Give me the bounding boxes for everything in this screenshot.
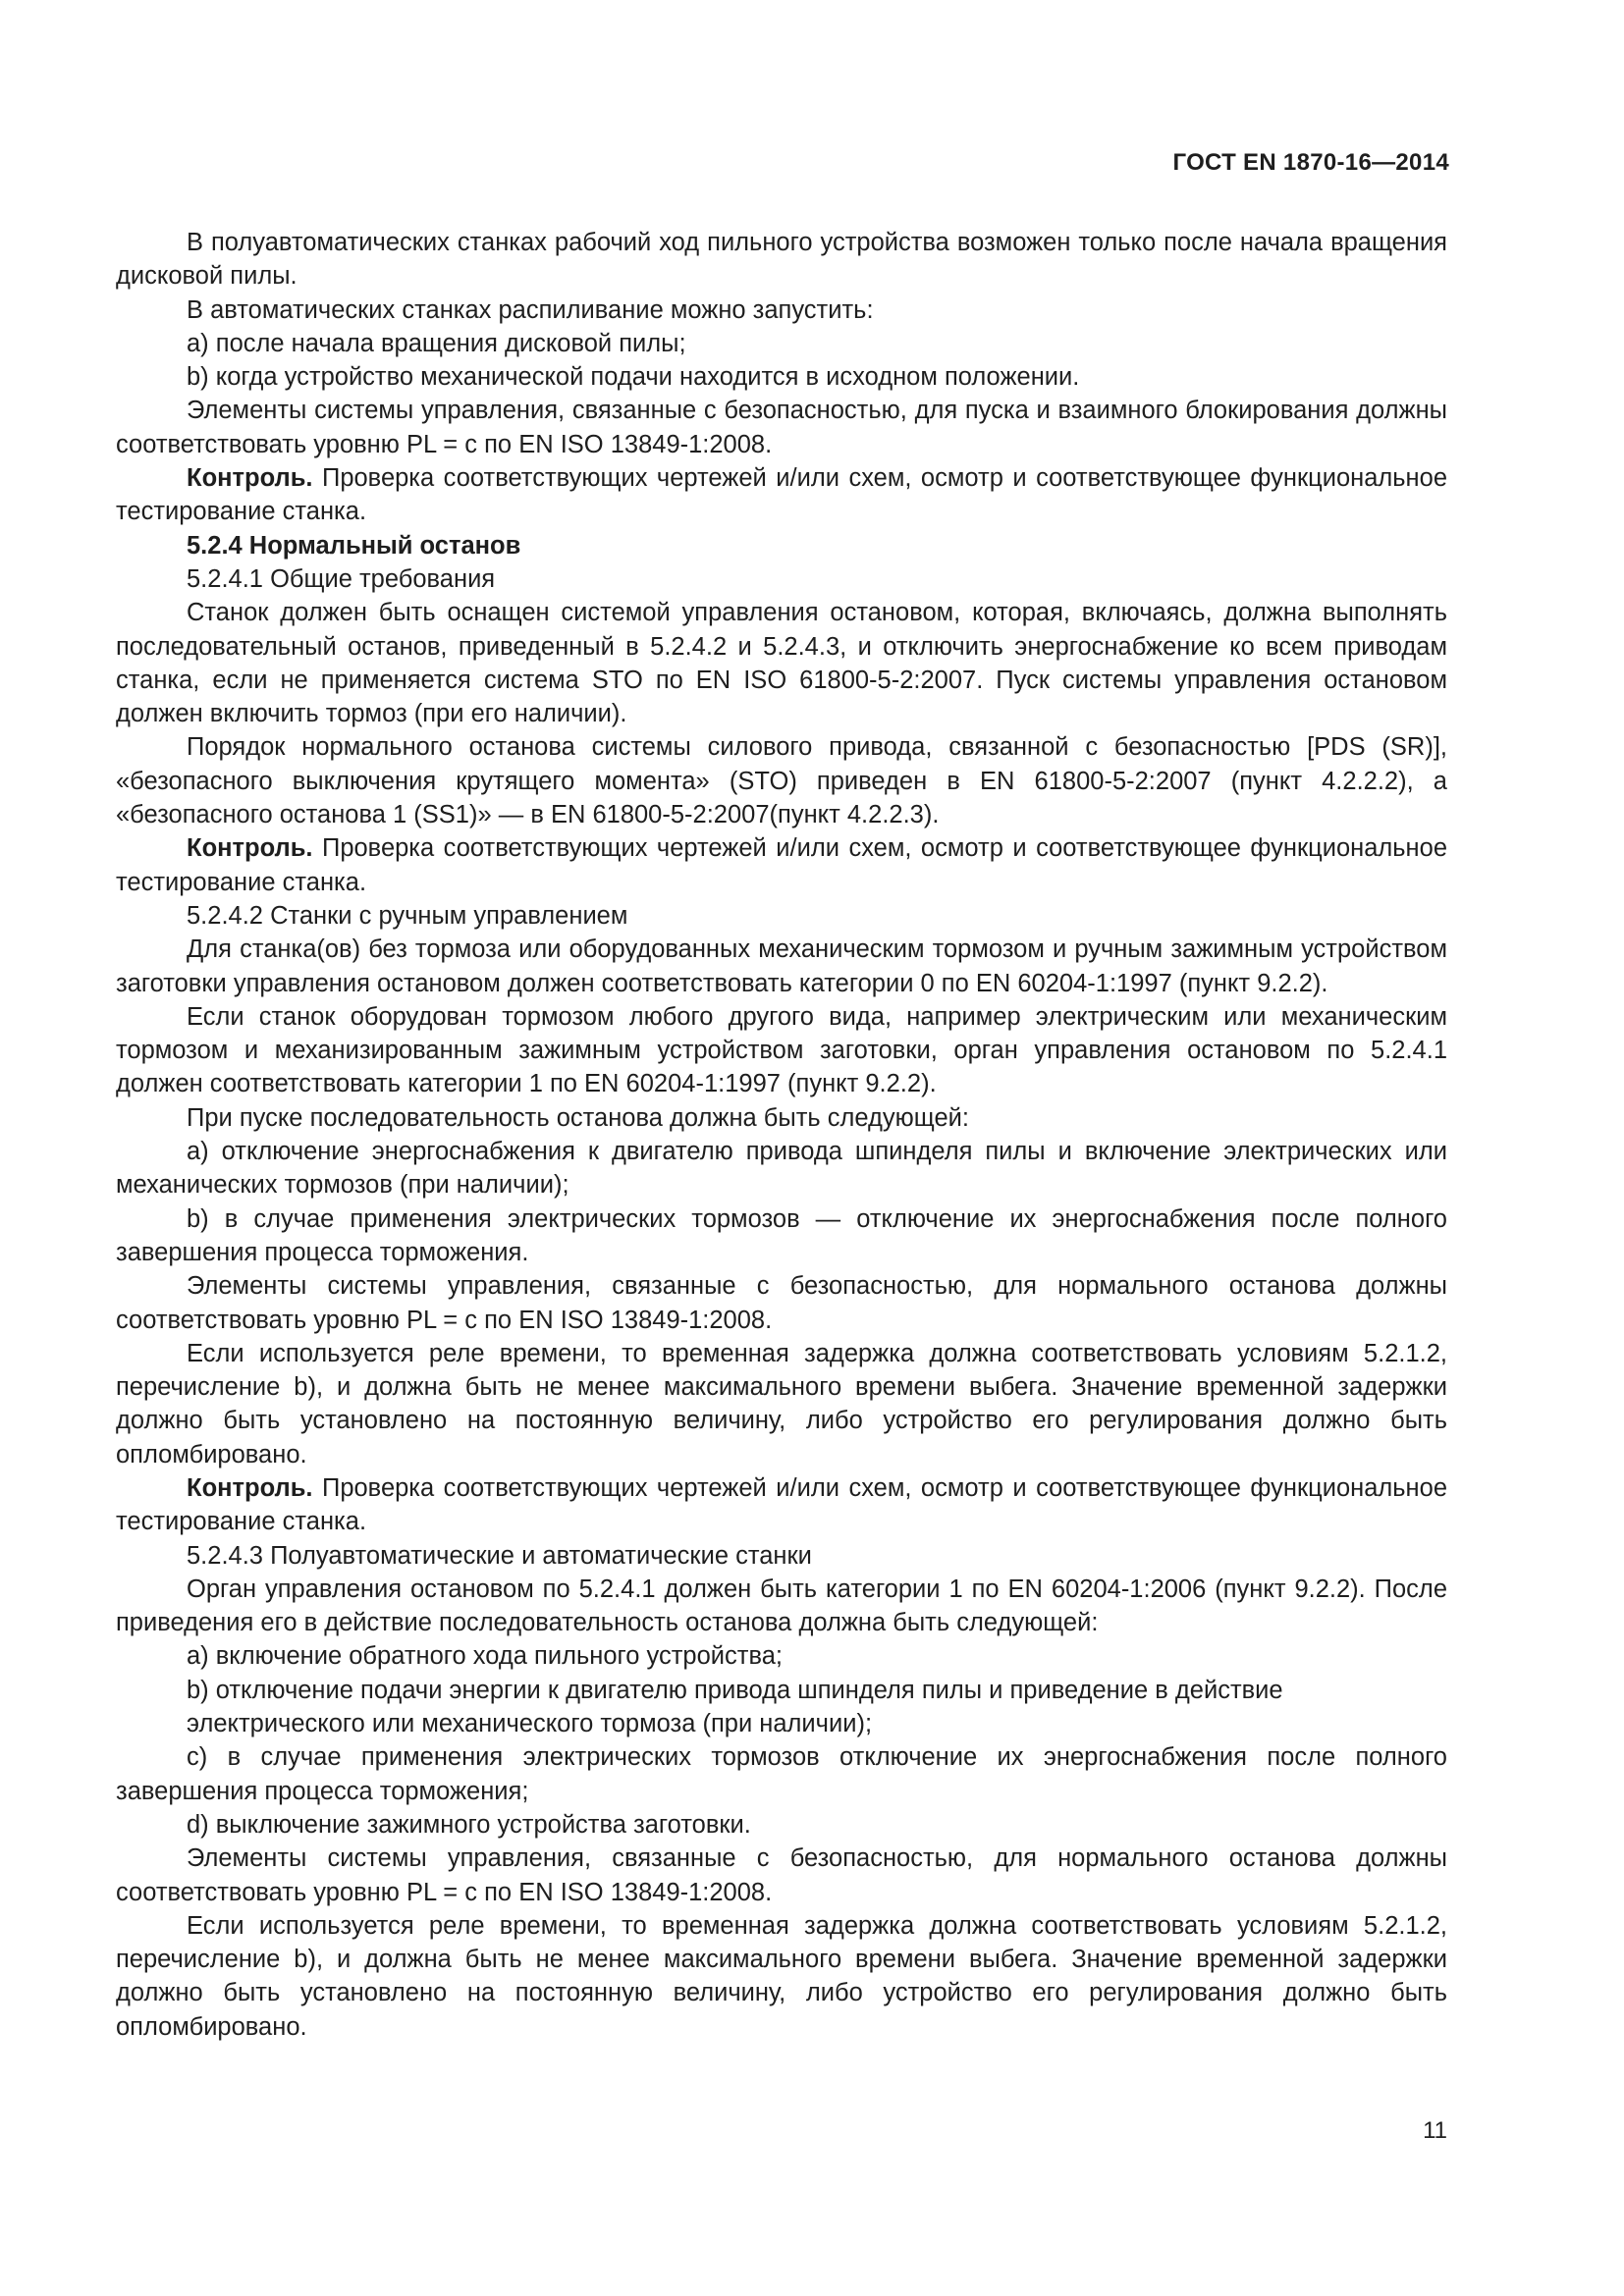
paragraph: При пуске последовательность останова должна быть следующей: xyxy=(187,1103,969,1132)
document-body xyxy=(116,226,1447,2044)
list-item: a) после начала вращения дисковой пилы; xyxy=(187,329,686,357)
control-paragraph: Контроль. Проверка соответствующих чертежей и/или схем, осмотр и соответствующее функциональное тестирование станка. xyxy=(116,834,1447,896)
control-paragraph: Контроль. Проверка соответствующих чертежей и/или схем, осмотр и соответствующее функциональное тестирование станка. xyxy=(116,464,1447,526)
paragraph: Орган управления остановом по 5.2.4.1 должен быть категории 1 по EN 60204-1:2006 (пункт 9.2.2). После приведения его в действие последовательность останова должна быть следующей: xyxy=(116,1575,1447,1637)
paragraph: Элементы системы управления, связанные с безопасностью, для нормального останова должны соответствовать уровню PL = c по EN ISO 13849-1:2008. xyxy=(116,1272,1447,1334)
paragraph: Если станок оборудован тормозом любого другого вида, например электрическим или механическим тормозом и механизированным зажимным устройством заготовки, орган управления остановом по 5.2.4.1 должен соответствовать категории 1 по EN 60204-1:1997 (пункт 9.2.2). xyxy=(116,1002,1447,1098)
list-item: b) отключение подачи энергии к двигателю привода шпинделя пилы и приведение в действие электрического или механического тормоза (при наличии); xyxy=(187,1676,1283,1738)
list-item: a) отключение энергоснабжения к двигателю привода шпинделя пилы и включение электрических или механических тормозов (при наличии); xyxy=(116,1138,1447,1200)
section-title: 5.2.4 Нормальный останов xyxy=(187,531,521,560)
list-item: b) когда устройство механической подачи находится в исходном положении. xyxy=(187,363,1080,392)
list-item: a) включение обратного хода пильного устройства; xyxy=(187,1642,783,1671)
paragraph: Если используется реле времени, то временная задержка должна соответствовать условиям 5.2.1.2, перечисление b), и должна быть не менее максимального времени выбега. Значение временной задержки должно быть установлено на постоянную величину, либо устройство его регулирования должно быть опломбировано. xyxy=(116,1339,1447,1468)
control-label: Контроль. xyxy=(187,1473,313,1502)
paragraph: В полуавтоматических станках рабочий ход пильного устройства возможен только после начала вращения дисковой пилы. xyxy=(116,229,1447,291)
paragraph: Порядок нормального останова системы силового привода, связанной с безопасностью [PDS (SR)], «безопасного выключения крутящего момента» (STO) приведен в EN 61800-5-2:2007 (пункт 4.2.2.2), а «безопасного останова 1 (SS1)» — в EN 61800-5-2:2007(пункт 4.2.2.3). xyxy=(116,733,1447,829)
paragraph: Для станка(ов) без тормоза или оборудованных механическим тормозом и ручным зажимным устройством заготовки управления остановом должен соответствовать категории 0 по EN 60204-1:1997 (пункт 9.2.2). xyxy=(116,935,1447,997)
paragraph: Станок должен быть оснащен системой управления остановом, которая, включаясь, должна выполнять последовательный останов, приведенный в 5.2.4.2 и 5.2.4.3, и отключить энергоснабжение ко всем приводам станка, если не применяется система STO по EN ISO 61800-5-2:2007. Пуск системы управления остановом должен включить тормоз (при его наличии). xyxy=(116,599,1447,728)
section-heading xyxy=(116,529,1447,562)
list-item: c) в случае применения электрических тормозов отключение их энергоснабжения после полного завершения процесса торможения; xyxy=(116,1743,1447,1805)
page-number: 11 xyxy=(1423,2117,1447,2144)
control-paragraph: Контроль. Проверка соответствующих чертежей и/или схем, осмотр и соответствующее функциональное тестирование станка. xyxy=(116,1473,1447,1536)
subsection-heading: 5.2.4.1 Общие требования xyxy=(187,564,496,593)
control-label: Контроль. xyxy=(187,834,313,863)
paragraph: Элементы системы управления, связанные с безопасностью, для нормального останова должны соответствовать уровню PL = c по EN ISO 13849-1:2008. xyxy=(116,1844,1447,1906)
list-item: b) в случае применения электрических тормозов — отключение их энергоснабжения после полного завершения процесса торможения. xyxy=(116,1204,1447,1266)
subsection-heading: 5.2.4.2 Станки с ручным управлением xyxy=(187,901,628,930)
paragraph: Элементы системы управления, связанные с безопасностью, для пуска и взаимного блокирования должны соответствовать уровню PL = c по EN ISO 13849-1:2008. xyxy=(116,397,1447,458)
paragraph: Если используется реле времени, то временная задержка должна соответствовать условиям 5.2.1.2, перечисление b), и должна быть не менее максимального времени выбега. Значение временной задержки должно быть установлено на постоянную величину, либо устройство его регулирования должно быть опломбировано. xyxy=(116,1911,1447,2041)
subsection-heading: 5.2.4.3 Полуавтоматические и автоматические станки xyxy=(187,1541,812,1570)
control-label: Контроль. xyxy=(187,464,313,493)
document-header-id: ГОСТ EN 1870-16—2014 xyxy=(1172,149,1449,176)
paragraph: В автоматических станках распиливание можно запустить: xyxy=(187,295,874,324)
list-item: d) выключение зажимного устройства заготовки. xyxy=(187,1810,751,1839)
